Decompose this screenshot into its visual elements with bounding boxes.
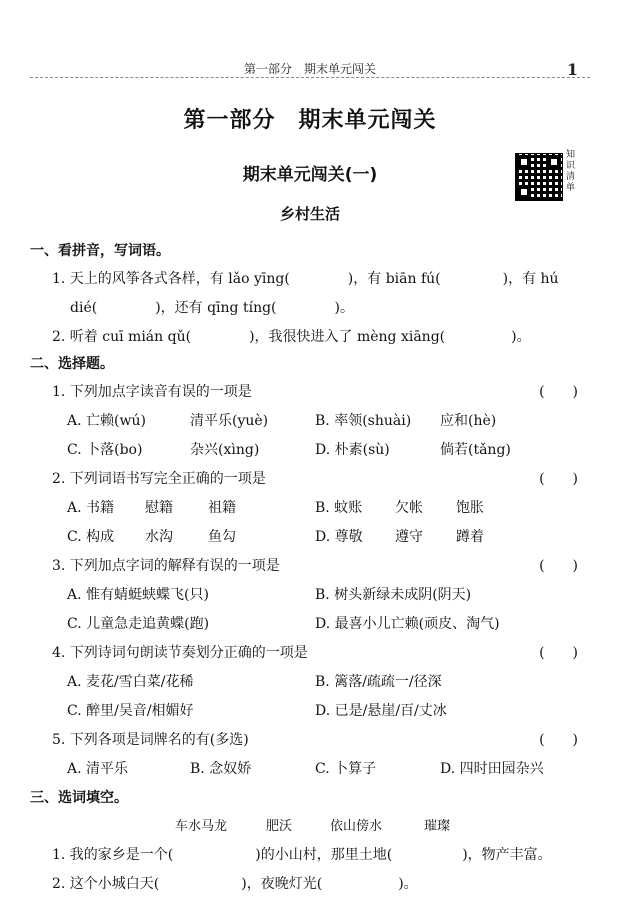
option-c: C. 卜算子 bbox=[315, 761, 377, 777]
answer-parentheses[interactable]: ( ) bbox=[539, 384, 578, 400]
fill-text: 2. 这个小城白天( bbox=[52, 876, 160, 892]
pinyin-text: )，我很快进入了 mèng xiāng( bbox=[249, 329, 446, 345]
qr-finder-pattern bbox=[518, 156, 530, 168]
pinyin-text: 2. 听着 cuī mián qǔ( bbox=[52, 329, 192, 345]
option-b-2: 欠帐 bbox=[395, 500, 423, 516]
option-b: B. 率领(shuài) bbox=[315, 413, 412, 429]
section-heading-fill-in: 三、选词填空。 bbox=[30, 790, 128, 806]
fill-question-2 bbox=[52, 873, 418, 893]
option-a-2: 慰籍 bbox=[145, 500, 173, 516]
option-b: B. 树头新绿未成阴(阴天) bbox=[315, 587, 472, 603]
running-header: 第一部分 期末单元闯关 bbox=[243, 62, 376, 76]
header-divider bbox=[30, 77, 590, 78]
qr-finder-pattern bbox=[518, 186, 530, 198]
option-c: C. 儿童急走追黄蝶(跑) bbox=[67, 616, 210, 632]
option-a: A. 惟有蜻蜓蛱蝶飞(只) bbox=[67, 587, 209, 603]
option-c-2: 水沟 bbox=[145, 529, 173, 545]
word-bank-item: 璀璨 bbox=[424, 819, 451, 834]
option-d: D. 朴素(sù) bbox=[315, 442, 390, 458]
option-d-2: 倘若(tǎng) bbox=[440, 442, 511, 458]
option-d: D. 尊敬 bbox=[315, 529, 363, 545]
option-a: A. 清平乐 bbox=[67, 761, 129, 777]
option-c: C. 构成 bbox=[67, 529, 115, 545]
option-a-2: 清平乐(yuè) bbox=[190, 413, 269, 429]
choice-question-1-stem: 1. 下列加点字读音有误的一项是 bbox=[52, 384, 252, 400]
option-c: C. 卜落(bo) bbox=[67, 442, 143, 458]
word-bank-item: 车水马龙 bbox=[175, 819, 228, 834]
option-d-2: 遵守 bbox=[395, 529, 423, 545]
option-a bbox=[67, 410, 146, 430]
option-text: A. 亡赖(wú) bbox=[67, 413, 146, 429]
pinyin-text: )，有 hú bbox=[502, 271, 559, 287]
pinyin-question-1-line-1 bbox=[52, 268, 559, 288]
choice-question-5-stem: 5. 下列各项是词牌名的有(多选) bbox=[52, 732, 249, 748]
option-c-3: 鱼勾 bbox=[208, 529, 236, 545]
part-title: 第一部分 期末单元闯关 bbox=[183, 108, 437, 133]
pinyin-text: )。 bbox=[334, 300, 354, 316]
fill-text: )，夜晚灯光( bbox=[241, 876, 323, 892]
word-bank-item: 依山傍水 bbox=[330, 819, 383, 834]
option-b: B. 篱落/疏疏一/径深 bbox=[315, 674, 442, 690]
option-a-3: 祖籍 bbox=[208, 500, 236, 516]
page-number: 1 bbox=[566, 60, 578, 79]
qr-label: 知识清单 bbox=[566, 150, 576, 193]
option-d: D. 已是/悬崖/百/丈冰 bbox=[315, 703, 447, 719]
answer-parentheses[interactable]: ( ) bbox=[539, 645, 578, 661]
pinyin-text: 1. 天上的风筝各式各样，有 lǎo yīng( bbox=[52, 271, 290, 287]
option-b: B. 蚊账 bbox=[315, 500, 363, 516]
fill-question-1 bbox=[52, 844, 552, 864]
choice-question-3-stem: 3. 下列加点字词的解释有误的一项是 bbox=[52, 558, 280, 574]
option-d-3: 蹲着 bbox=[456, 529, 484, 545]
fill-text: 1. 我的家乡是一个( bbox=[52, 847, 174, 863]
answer-parentheses[interactable]: ( ) bbox=[539, 471, 578, 487]
pinyin-text: )，有 biān fú( bbox=[347, 271, 441, 287]
choice-question-4-stem: 4. 下列诗词句朗读节奏划分正确的一项是 bbox=[52, 645, 308, 661]
option-b: B. 念奴娇 bbox=[190, 761, 252, 777]
option-c: C. 醉里/吴音/相媚好 bbox=[67, 703, 194, 719]
option-b-3: 饱胀 bbox=[456, 500, 484, 516]
pinyin-question-1-line-2 bbox=[70, 297, 354, 317]
choice-question-2-stem: 2. 下列词语书写完全正确的一项是 bbox=[52, 471, 266, 487]
option-d: D. 四时田园杂兴 bbox=[440, 761, 544, 777]
qr-code-icon[interactable] bbox=[515, 153, 563, 201]
option-a: A. 书籍 bbox=[67, 500, 115, 516]
qr-finder-pattern bbox=[548, 156, 560, 168]
pinyin-text: )，还有 qīng tíng( bbox=[155, 300, 277, 316]
answer-parentheses[interactable]: ( ) bbox=[539, 732, 578, 748]
section-heading-choice: 二、选择题。 bbox=[30, 356, 114, 372]
section-heading-pinyin: 一、看拼音，写词语。 bbox=[30, 243, 170, 259]
option-c-2: 杂兴(xìng) bbox=[190, 442, 260, 458]
pinyin-text: dié( bbox=[70, 300, 98, 316]
unit-title: 期末单元闯关(一) bbox=[242, 165, 378, 185]
fill-text: )，物产丰富。 bbox=[462, 847, 552, 863]
pinyin-text: )。 bbox=[511, 329, 531, 345]
word-bank-item: 肥沃 bbox=[266, 819, 293, 834]
pinyin-question-2 bbox=[52, 326, 531, 346]
fill-text: )的小山村，那里土地( bbox=[255, 847, 393, 863]
answer-parentheses[interactable]: ( ) bbox=[539, 558, 578, 574]
option-b-2: 应和(hè) bbox=[440, 413, 497, 429]
option-a: A. 麦花/雪白菜/花稀 bbox=[67, 674, 194, 690]
option-d: D. 最喜小儿亡赖(顽皮、淘气) bbox=[315, 616, 500, 632]
lesson-title: 乡村生活 bbox=[279, 205, 340, 223]
fill-text: )。 bbox=[398, 876, 418, 892]
